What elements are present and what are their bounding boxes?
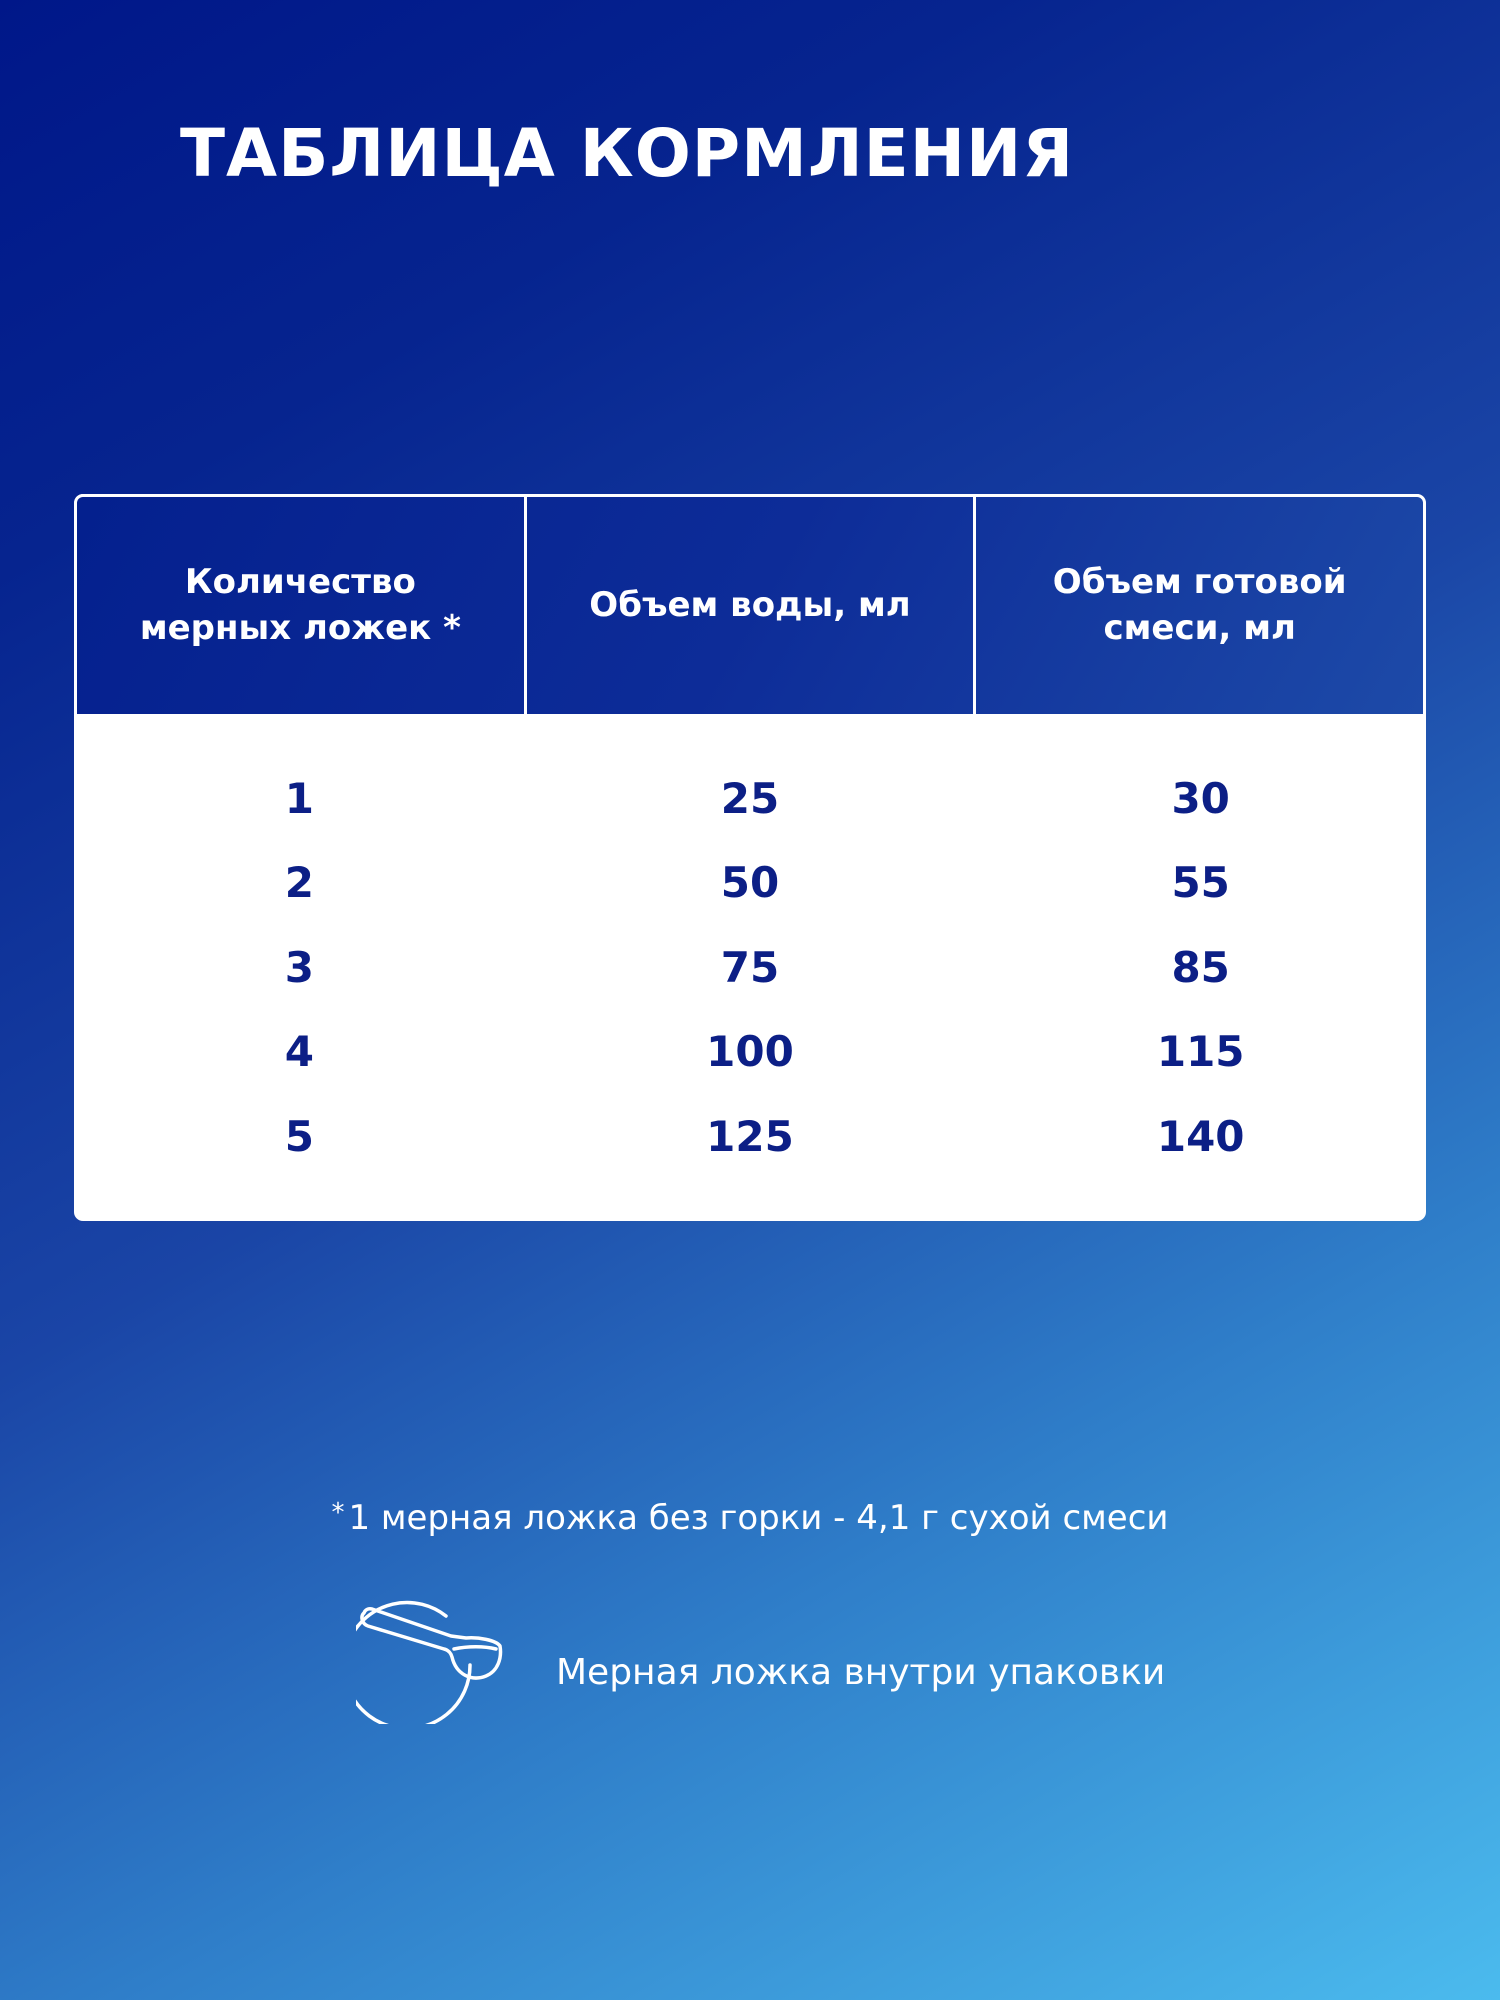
- cell-water: 75: [720, 942, 780, 992]
- table-row: [74, 756, 1426, 841]
- header-spoons: Количество мерных ложек *: [77, 497, 527, 714]
- footnote-marker: *: [331, 1498, 345, 1528]
- page-title: ТАБЛИЦА КОРМЛЕНИЯ: [180, 115, 1075, 192]
- cell-spoons: 4: [284, 1027, 314, 1077]
- cell-mix: 30: [1171, 773, 1230, 823]
- cell-spoons: 2: [284, 858, 314, 908]
- header-mix-volume: Объем готовой смеси, мл: [1052, 561, 1347, 648]
- header-water-volume: Объем воды, мл: [527, 497, 977, 714]
- cell-mix: 85: [1171, 942, 1230, 992]
- measuring-spoon-icon: [356, 1594, 552, 1724]
- cell-spoons: 5: [284, 1111, 314, 1161]
- feeding-table: [74, 494, 1426, 1221]
- footnote-text: 1 мерная ложка без горки - 4,1 г сухой смеси: [348, 1498, 1169, 1538]
- cell-mix: 140: [1156, 1111, 1245, 1161]
- footnote: [0, 1498, 1500, 1538]
- table-row: [74, 925, 1426, 1010]
- table-header: [74, 494, 1426, 714]
- cell-mix: 55: [1171, 858, 1230, 908]
- cell-water: 100: [706, 1027, 794, 1077]
- cell-mix: 115: [1156, 1027, 1245, 1077]
- cell-water: 25: [720, 773, 780, 823]
- table-body: [74, 714, 1426, 1179]
- cell-water: 125: [706, 1111, 794, 1161]
- table-row: [74, 1010, 1426, 1095]
- cell-spoons: 1: [284, 773, 314, 823]
- cell-spoons: 3: [284, 942, 314, 992]
- table-row: [74, 841, 1426, 926]
- cell-water: 50: [720, 858, 780, 908]
- table-row: [74, 1094, 1426, 1179]
- spoon-note: Мерная ложка внутри упаковки: [556, 1652, 1166, 1693]
